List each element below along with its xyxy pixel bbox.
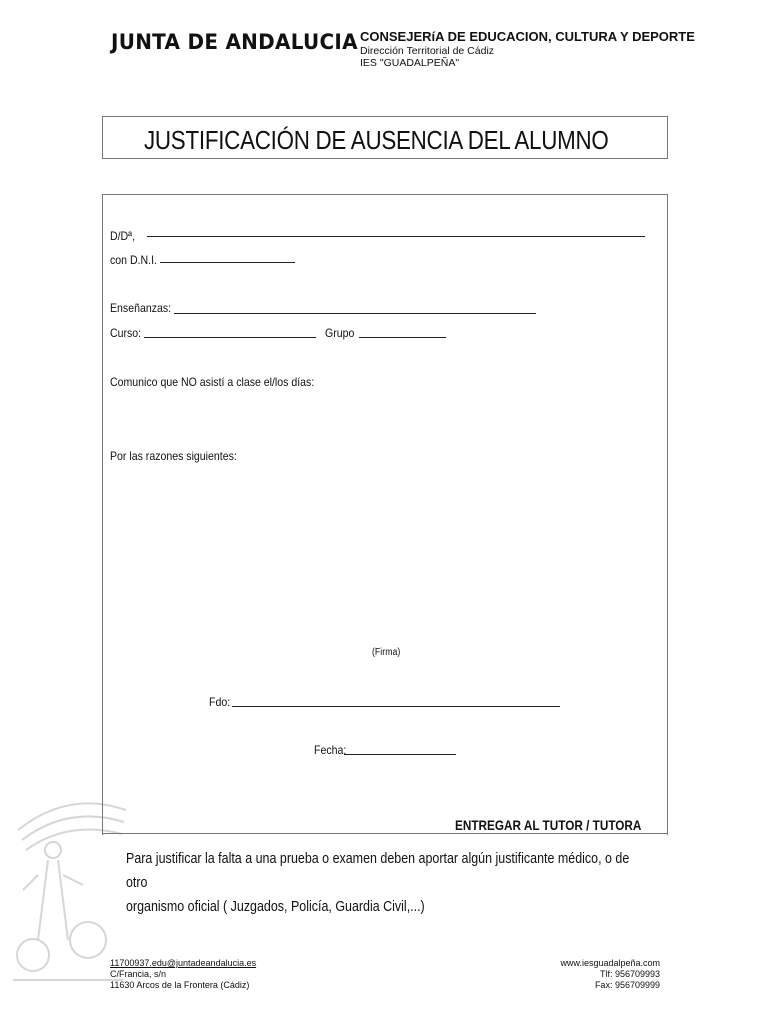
fecha-label: Fecha: — [314, 743, 347, 757]
centro-name: IES "GUADALPEÑA" — [360, 57, 460, 69]
footer-left — [110, 958, 256, 991]
grupo-field[interactable] — [359, 337, 446, 338]
page-title: JUSTIFICACIÓN DE AUSENCIA DEL ALUMNO — [144, 125, 609, 155]
notice-line-1: Para justificar la falta a una prueba o examen deben aportar algún justificante médico, o de otro — [126, 851, 630, 891]
firma-label: (Firma) — [372, 647, 401, 658]
razones-label: Por las razones siguientes: — [110, 449, 237, 463]
notice-text — [126, 847, 642, 919]
fdo-field[interactable] — [232, 706, 560, 707]
entregar-tutor-text: ENTREGAR AL TUTOR / TUTORA — [455, 817, 642, 833]
form-bottom-rule — [102, 833, 668, 834]
grupo-label: Grupo — [325, 326, 355, 340]
curso-field[interactable] — [144, 337, 316, 338]
ensenanzas-label: Enseñanzas: — [110, 301, 172, 315]
footer-website[interactable]: www.iesguadalpeña.com — [560, 958, 660, 968]
fecha-field[interactable] — [344, 754, 456, 755]
direccion-territorial: Dirección Territorial de Cádiz — [360, 45, 495, 57]
junta-andalucia-logo: JUNTA DE ANDALUCIA — [111, 30, 358, 54]
dni-label: con D.N.I. — [110, 253, 157, 267]
footer-address: C/Francia, s/n — [110, 969, 167, 979]
dni-field[interactable] — [160, 262, 295, 263]
ensenanzas-field[interactable] — [174, 313, 536, 314]
footer-fax: Fax: 956709999 — [594, 980, 660, 990]
dd-field[interactable] — [147, 236, 645, 237]
footer-right — [560, 958, 660, 991]
fdo-label: Fdo: — [209, 695, 231, 709]
notice-line-2: organismo oficial ( Juzgados, Policía, Guardia Civil,...) — [126, 899, 425, 915]
comunico-label: Comunico que NO asistí a clase el/los días: — [110, 375, 315, 389]
form-box — [102, 194, 668, 835]
footer-phone: Tlf: 956709993 — [599, 969, 660, 979]
curso-label: Curso: — [110, 326, 142, 340]
footer-city: 11630 Arcos de la Frontera (Cádiz) — [110, 980, 250, 990]
dd-label: D/Dª, — [110, 229, 136, 243]
consejeria-title: CONSEJERíA DE EDUCACION, CULTURA Y DEPORTE — [360, 29, 695, 44]
footer-email[interactable]: 11700937.edu@juntadeandalucia.es — [110, 958, 257, 968]
